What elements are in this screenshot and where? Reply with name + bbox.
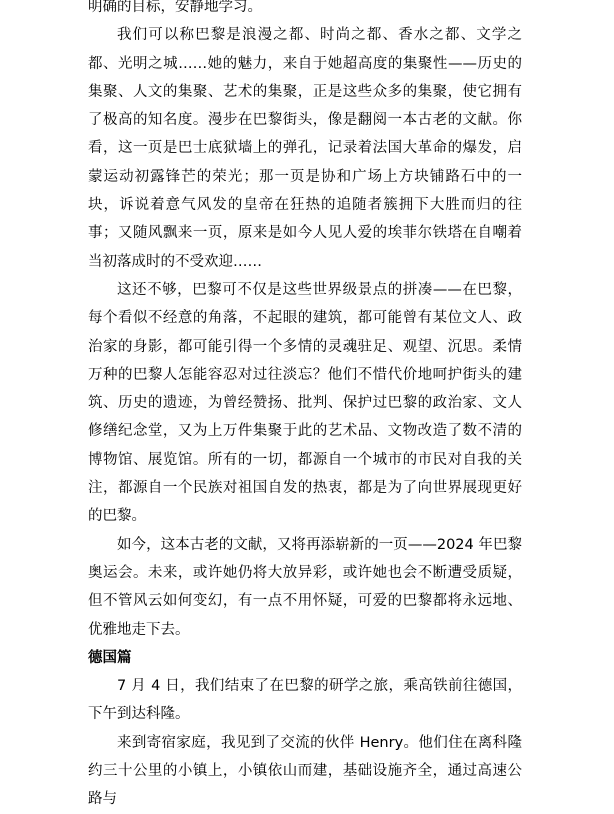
paragraph-host-family: 来到寄宿家庭，我见到了交流的伙伴 Henry。他们住在离科隆约三十公里的小镇上，小镇依山而建，基础设施齐全，通过高速公路与 <box>88 734 522 808</box>
paragraph-paris-charm: 我们可以称巴黎是浪漫之都、时尚之都、香水之都、文学之都、光明之城……她的魅力，来自于她超高度的集聚性——历史的集聚、人文的集聚、艺术的集聚，正是这些众多的集聚，使它拥有了极高的知名度。漫步在巴黎街头，像是翻阅一本古老的文献。你看，这一页是巴士底狱墙上的弹孔，记录着法国大革命的爆发，启蒙运动初露锋芒的荣光；那一页是协和广场上方块铺路石中的一块，诉说着意气风发的皇帝在狂热的追随者簇拥下大胜而归的往事；又随风飘来一页，原来是如今人见人爱的埃菲尔铁塔在自嘲着当初落成时的不受欢迎…… <box>88 27 522 270</box>
paragraph-paris-corners: 这还不够，巴黎可不仅是这些世界级景点的拼凑——在巴黎，每个看似不经意的角落，不起眼的建筑，都可能曾有某位文人、政治家的身影，都可能引得一个多情的灵魂驻足、观望、沉思。柔情万种的巴黎人怎能容忍对过往淡忘？他们不惜代价地呵护街头的建筑、历史的遗迹，为曾经赞扬、批判、保护过巴黎的政治家、文人修缮纪念堂，又为上万件集聚于此的艺术品、文物改造了数不清的博物馆、展览馆。所有的一切，都源自一个城市的市民对自我的关注，都源自一个民族对祖国自发的热衷，都是为了向世界展现更好的巴黎。 <box>88 281 522 525</box>
paragraph-travel-to-germany: 7 月 4 日，我们结束了在巴黎的研学之旅，乘高铁前往德国，下午到达科隆。 <box>88 678 522 723</box>
section-heading-germany: 德国篇 <box>88 649 132 666</box>
paragraph-continued: 明确的目标，安静地学习。 <box>88 0 262 15</box>
paragraph-paris-olympics: 如今，这本古老的文献，又将再添崭新的一页——2024 年巴黎奥运会。未来，或许她仍将大放异彩，或许她也会不断遭受质疑，但不管风云如何变幻，有一点不用怀疑，可爱的巴黎都将永远地、优雅地走下去。 <box>88 536 522 638</box>
